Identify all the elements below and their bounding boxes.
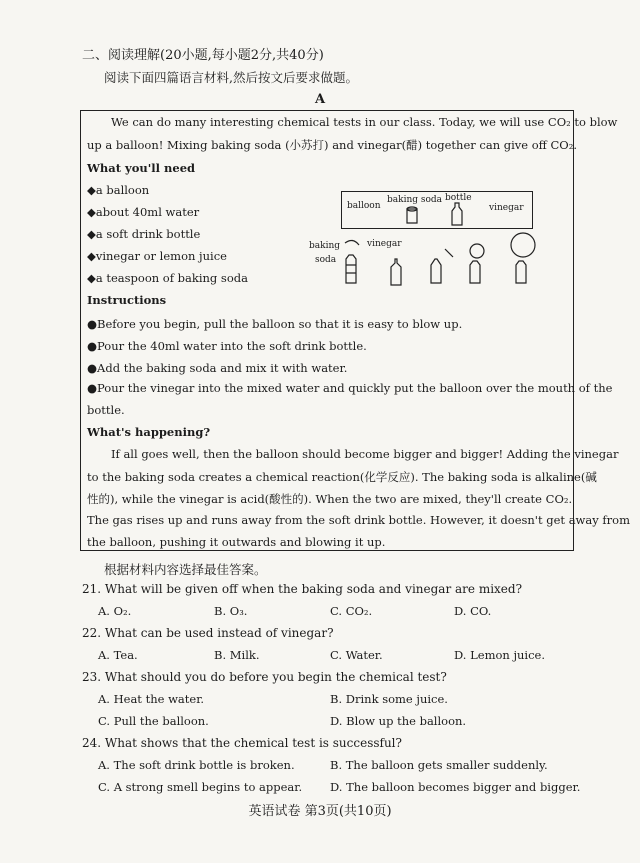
intro-line-1: We can do many interesting chemical tests in our class. Today, we will use CO₂ to blow xyxy=(111,115,618,129)
small-balloon-icon xyxy=(470,244,484,258)
instruction-step: ●Add the baking soda and mix it with water. xyxy=(87,361,348,375)
instructions-heading: Instructions xyxy=(87,293,167,307)
questions-intro: 根据材料内容选择最佳答案。 xyxy=(104,562,267,577)
figure-label-bottle: bottle xyxy=(445,193,472,203)
figure-label-balloon: balloon xyxy=(347,201,381,211)
option-21-a[interactable]: A. O₂. xyxy=(98,604,132,618)
section-title: 二、阅读理解(20小题,每小题2分,共40分) xyxy=(82,48,324,63)
need-heading: What you'll need xyxy=(87,161,196,175)
figure-label-vinegar-2: vinegar xyxy=(367,239,402,249)
question-24 xyxy=(82,736,402,750)
instruction-step-text: ●Pour the vinegar into the mixed water and quickly put the balloon over the mouth of the xyxy=(87,381,613,395)
bottle-icon xyxy=(452,203,462,225)
question-number: 22. xyxy=(82,626,102,640)
question-number: 24. xyxy=(82,736,102,750)
bottle-step3-icon xyxy=(431,259,441,283)
question-number: 21. xyxy=(82,582,102,596)
option-22-b[interactable]: B. Milk. xyxy=(214,648,260,662)
need-item: ◆a balloon xyxy=(87,183,150,197)
bottle-step4-icon xyxy=(470,261,480,283)
passage-box xyxy=(80,110,630,551)
option-23-c[interactable]: C. Pull the balloon. xyxy=(98,714,209,728)
instruction-step-cont: bottle. xyxy=(87,403,125,417)
happening-line: 性的), while the vinegar is acid(酸性的). When the two are mixed, they'll create CO₂. xyxy=(87,492,573,506)
figure-label-baking-soda: baking soda xyxy=(387,195,443,205)
option-23-d[interactable]: D. Blow up the balloon. xyxy=(330,714,467,728)
figure-label-vinegar: vinegar xyxy=(489,203,524,213)
option-22-a[interactable]: A. Tea. xyxy=(98,648,138,662)
need-item: ◆a teaspoon of baking soda xyxy=(87,271,248,285)
happening-line: If all goes well, then the balloon should become bigger and bigger! Adding the vinegar xyxy=(111,447,619,461)
question-text: What should you do before you begin the chemical test? xyxy=(104,670,447,684)
option-21-d[interactable]: D. CO. xyxy=(454,604,492,618)
section-instruction: 阅读下面四篇语言材料,然后按文后要求做题。 xyxy=(104,70,358,85)
option-21-c[interactable]: C. CO₂. xyxy=(330,604,373,618)
passage-letter: A xyxy=(314,92,326,107)
option-23-a[interactable]: A. Heat the water. xyxy=(98,692,205,706)
option-24-b[interactable]: B. The balloon gets smaller suddenly. xyxy=(330,758,548,772)
intro-line-2: up a balloon! Mixing baking soda (小苏打) and vinegar(醋) together can give off CO₂. xyxy=(87,138,578,152)
option-22-c[interactable]: C. Water. xyxy=(330,648,383,662)
instruction-step: ●Before you begin, pull the balloon so that it is easy to blow up. xyxy=(87,317,463,331)
question-23 xyxy=(82,670,447,684)
vinegar-bottle-icon xyxy=(391,259,401,285)
question-text: What can be used instead of vinegar? xyxy=(104,626,334,640)
option-23-b[interactable]: B. Drink some juice. xyxy=(330,692,448,706)
question-text: What shows that the chemical test is successful? xyxy=(104,736,402,750)
happening-line: to the baking soda creates a chemical reaction(化学反应). The baking soda is alkaline(碱 xyxy=(87,470,597,484)
figure-label-soda: soda xyxy=(315,255,337,265)
bottle-step5-icon xyxy=(516,261,526,283)
question-22 xyxy=(82,626,334,640)
option-24-c[interactable]: C. A strong smell begins to appear. xyxy=(98,780,303,794)
instruction-step xyxy=(87,381,613,395)
page-footer: 英语试卷 第3页(共10页) xyxy=(248,804,392,819)
option-21-b[interactable]: B. O₃. xyxy=(214,604,248,618)
option-24-d[interactable]: D. The balloon becomes bigger and bigger. xyxy=(330,780,581,794)
experiment-figure xyxy=(309,189,571,289)
spoon-icon xyxy=(345,240,359,245)
bottle-step1-icon xyxy=(346,255,356,283)
happening-line: the balloon, pushing it outwards and blowing it up. xyxy=(87,535,386,549)
question-21 xyxy=(82,582,522,596)
option-22-d[interactable]: D. Lemon juice. xyxy=(454,648,546,662)
need-item: ◆about 40ml water xyxy=(87,205,200,219)
experiment-illustration xyxy=(309,189,571,289)
happening-line: The gas rises up and runs away from the soft drink bottle. However, it doesn't get away from xyxy=(87,513,630,527)
happening-heading: What's happening? xyxy=(87,425,211,439)
question-text: What will be given off when the baking soda and vinegar are mixed? xyxy=(104,582,523,596)
need-item: ◆a soft drink bottle xyxy=(87,227,201,241)
option-24-a[interactable]: A. The soft drink bottle is broken. xyxy=(98,758,295,772)
big-balloon-icon xyxy=(511,233,535,257)
instruction-step: ●Pour the 40ml water into the soft drink bottle. xyxy=(87,339,367,353)
need-item: ◆vinegar or lemon juice xyxy=(87,249,227,263)
figure-label-baking: baking xyxy=(309,241,341,251)
question-number: 23. xyxy=(82,670,102,684)
